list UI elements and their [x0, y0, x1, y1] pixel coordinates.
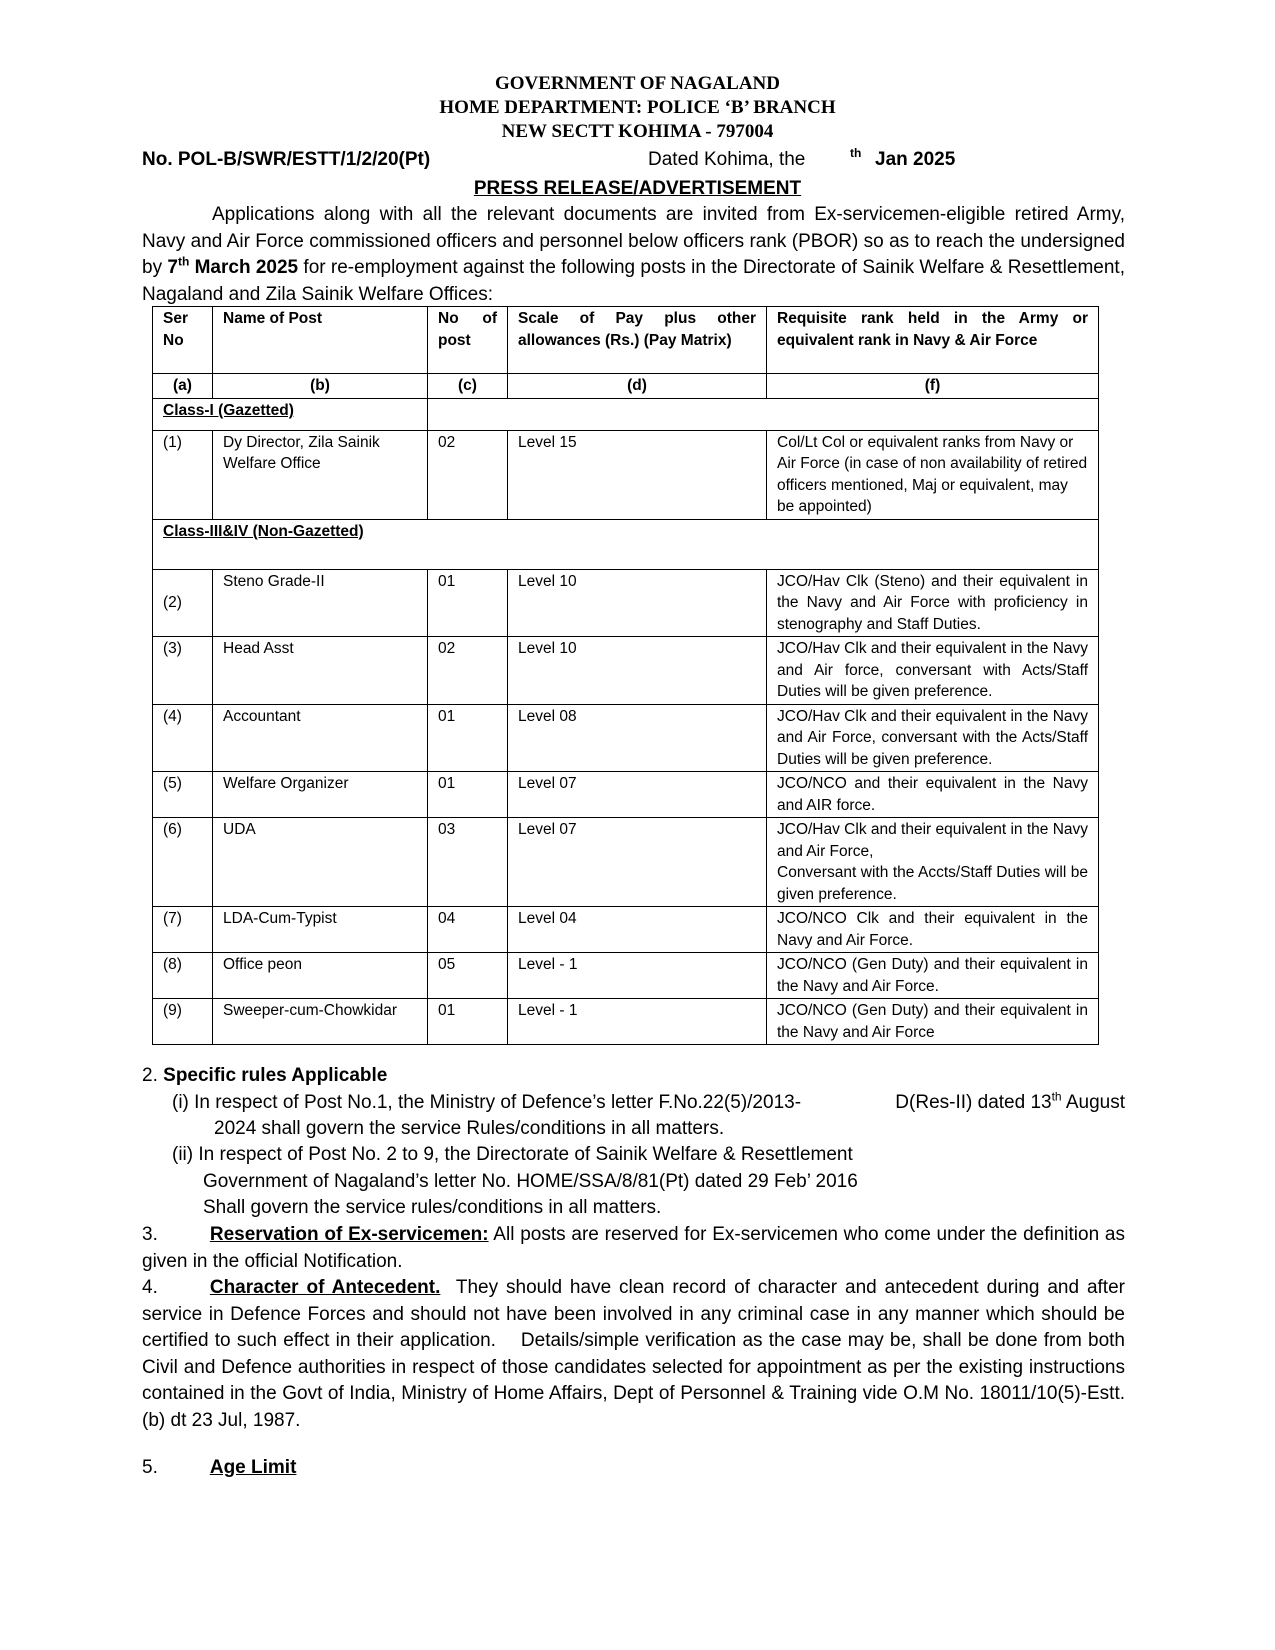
- row-name: Sweeper-cum-Chowkidar: [213, 999, 428, 1045]
- row-name: Head Asst: [213, 637, 428, 705]
- header-requisite-rank: Requisite rank held in the Army or equivalent rank in Navy & Air Force: [767, 307, 1099, 374]
- row-no: 02: [428, 430, 508, 519]
- letter-a: (a): [153, 374, 213, 399]
- row-scale: Level 10: [508, 637, 767, 705]
- govt-header-line3: NEW SECTT KOHIMA - 797004: [501, 121, 774, 142]
- row-rank: JCO/Hav Clk and their equivalent in the Navy and Air force, conversant with Acts/Staff Duties will be given preference.: [767, 637, 1099, 705]
- row-no: 02: [428, 637, 508, 705]
- section2-heading: [142, 1063, 387, 1090]
- intro-text-1: Applications along with all the relevant documents are invited from Ex-servicemen-eligible retired Army, Navy and Air Force commissioned officers and personnel below officers rank (PBOR) so as to reach the undersigned by: [142, 204, 1125, 278]
- class3-row: [153, 519, 1099, 569]
- table-header-row: [153, 307, 1099, 374]
- row-no: 03: [428, 818, 508, 907]
- dated-label: Dated Kohima, the: [648, 149, 806, 170]
- row-ser: (8): [153, 953, 213, 999]
- row-scale: Level - 1: [508, 999, 767, 1045]
- row-ser: (2): [153, 569, 213, 637]
- letter-c: (c): [428, 374, 508, 399]
- row-rank-line2: Conversant with the Accts/Staff Duties will be given preference.: [777, 864, 1088, 903]
- row-no: 01: [428, 999, 508, 1045]
- reference-number: No. POL-B/SWR/ESTT/1/2/20(Pt): [142, 149, 431, 170]
- class3-label: Class-III&IV (Non-Gazetted): [153, 519, 1099, 569]
- document-title: PRESS RELEASE/ADVERTISEMENT: [473, 178, 802, 199]
- table-row: [153, 772, 1099, 818]
- rule-i-text-a: (i) In respect of Post No.1, the Ministry of Defence’s letter F.No.22(5)/2013-: [172, 1092, 802, 1113]
- class1-empty: [428, 398, 1099, 430]
- table-row: [153, 907, 1099, 953]
- table-letter-row: [153, 374, 1099, 399]
- table-row: [153, 704, 1099, 772]
- rule-i-text-b: D(Res-II) dated 13: [895, 1092, 1052, 1113]
- intro-deadline-suffix: th: [177, 254, 190, 269]
- govt-header-line1: GOVERNMENT OF NAGALAND: [494, 73, 780, 94]
- rule-ii-line2: Government of Nagaland’s letter No. HOME/SSA/8/81(Pt) dated 29 Feb’ 2016: [203, 1171, 858, 1192]
- rule-i-text-right: [895, 1090, 1125, 1117]
- section2-title: Specific rules Applicable: [163, 1065, 388, 1086]
- row-scale: Level 07: [508, 772, 767, 818]
- row-no: 01: [428, 772, 508, 818]
- table-row: [153, 430, 1099, 519]
- row-rank: JCO/Hav Clk and their equivalent in the Navy and Air Force, conversant with the Acts/Staff Duties will be given preference.: [767, 704, 1099, 772]
- row-scale: Level 07: [508, 818, 767, 907]
- row-name: Accountant: [213, 704, 428, 772]
- table-row: [153, 569, 1099, 637]
- table-row: [153, 818, 1099, 907]
- section3-heading: Reservation of Ex-servicemen:: [209, 1224, 489, 1245]
- row-rank-line1: JCO/Hav Clk and their equivalent in the Navy and Air Force,: [777, 821, 1089, 860]
- intro-deadline-day: 7: [167, 257, 178, 278]
- letter-f: (f): [767, 374, 1099, 399]
- intro-deadline-month: March 2025: [189, 257, 299, 278]
- row-ser: (3): [153, 637, 213, 705]
- table-row: [153, 953, 1099, 999]
- rule-i-line1: [172, 1090, 1125, 1117]
- row-scale: Level 10: [508, 569, 767, 637]
- section3-paragraph: [142, 1222, 1125, 1275]
- intro-paragraph: [142, 202, 1125, 308]
- row-ser: (1): [153, 430, 213, 519]
- table-row: [153, 637, 1099, 705]
- row-name: Office peon: [213, 953, 428, 999]
- row-no: 01: [428, 704, 508, 772]
- header-ser-no: Ser No: [153, 307, 213, 374]
- section4-heading: Character of Antecedent.: [209, 1277, 441, 1298]
- section5-number: 5.: [142, 1457, 158, 1478]
- rule-ii-line3: Shall govern the service rules/conditions in all matters.: [203, 1197, 662, 1218]
- row-rank: JCO/NCO Clk and their equivalent in the Navy and Air Force.: [767, 907, 1099, 953]
- date-month-year: Jan 2025: [875, 149, 956, 170]
- section2-number: 2.: [142, 1065, 158, 1086]
- rule-i-line2: 2024 shall govern the service Rules/conditions in all matters.: [214, 1118, 725, 1139]
- govt-header-line2: HOME DEPARTMENT: POLICE ‘B’ BRANCH: [439, 97, 836, 118]
- row-rank: Col/Lt Col or equivalent ranks from Navy or Air Force (in case of non availability of retired officers mentioned, Maj or equivalent, may be appointed): [767, 430, 1099, 519]
- letter-b: (b): [213, 374, 428, 399]
- row-rank: JCO/NCO (Gen Duty) and their equivalent in the Navy and Air Force.: [767, 953, 1099, 999]
- row-scale: Level 15: [508, 430, 767, 519]
- letter-d: (d): [508, 374, 767, 399]
- row-no: 04: [428, 907, 508, 953]
- row-scale: Level 08: [508, 704, 767, 772]
- row-ser: (6): [153, 818, 213, 907]
- row-scale: Level 04: [508, 907, 767, 953]
- table-row: [153, 999, 1099, 1045]
- posts-table: [152, 306, 1099, 1045]
- row-no: 05: [428, 953, 508, 999]
- row-scale: Level - 1: [508, 953, 767, 999]
- row-name: Welfare Organizer: [213, 772, 428, 818]
- header-scale-of-pay: Scale of Pay plus other allowances (Rs.) (Pay Matrix): [508, 307, 767, 374]
- row-rank: JCO/NCO (Gen Duty) and their equivalent in the Navy and Air Force: [767, 999, 1099, 1045]
- row-ser: (5): [153, 772, 213, 818]
- row-name: LDA-Cum-Typist: [213, 907, 428, 953]
- row-name: UDA: [213, 818, 428, 907]
- date-day-suffix: th: [850, 146, 862, 160]
- row-ser: (4): [153, 704, 213, 772]
- rule-i-suffix: th: [1051, 1089, 1062, 1104]
- section5-heading: [142, 1455, 296, 1482]
- header-no-of-post: No of post: [428, 307, 508, 374]
- row-name: Steno Grade-II: [213, 569, 428, 637]
- section4-text: They should have clean record of character and antecedent during and after service in Defence Forces and should not have been involved in any criminal case in any manner which should be certified to such effect in their application. Details/simple verification as the case may be, shall be done from both Civil and Defence authorities in respect of those candidates selected for appointment as per the existing instructions contained in the Govt of India, Ministry of Home Affairs, Dept of Personnel & Training vide O.M No. 18011/10(5)-Estt. (b) dt 23 Jul, 1987.: [142, 1277, 1131, 1431]
- class1-row: [153, 398, 1099, 430]
- class1-label: Class-I (Gazetted): [153, 398, 428, 430]
- row-ser: (7): [153, 907, 213, 953]
- row-rank: JCO/Hav Clk (Steno) and their equivalent in the Navy and Air Force with proficiency in stenography and Staff Duties.: [767, 569, 1099, 637]
- row-rank: JCO/NCO and their equivalent in the Navy and AIR force.: [767, 772, 1099, 818]
- intro-text-2: for re-employment against the following posts in the Directorate of Sainik Welfare & Resettlement, Nagaland and Zila Sainik Welfare Offices:: [142, 257, 1125, 305]
- row-name: Dy Director, Zila Sainik Welfare Office: [213, 430, 428, 519]
- section3-number: 3.: [142, 1224, 158, 1245]
- header-name-of-post: Name of Post: [213, 307, 428, 374]
- reference-row: [142, 146, 1142, 174]
- section3-text: All posts are reserved for Ex-servicemen who come under the definition as given in the official Notification.: [142, 1224, 1125, 1272]
- section5-title: Age Limit: [209, 1457, 297, 1478]
- section4-paragraph: [142, 1275, 1131, 1434]
- row-rank: [767, 818, 1099, 907]
- section4-number: 4.: [142, 1277, 158, 1298]
- rule-ii-line1: (ii) In respect of Post No. 2 to 9, the Directorate of Sainik Welfare & Resettlement: [172, 1144, 853, 1165]
- row-ser: (9): [153, 999, 213, 1045]
- row-no: 01: [428, 569, 508, 637]
- rule-i-text-c: August: [1061, 1092, 1125, 1113]
